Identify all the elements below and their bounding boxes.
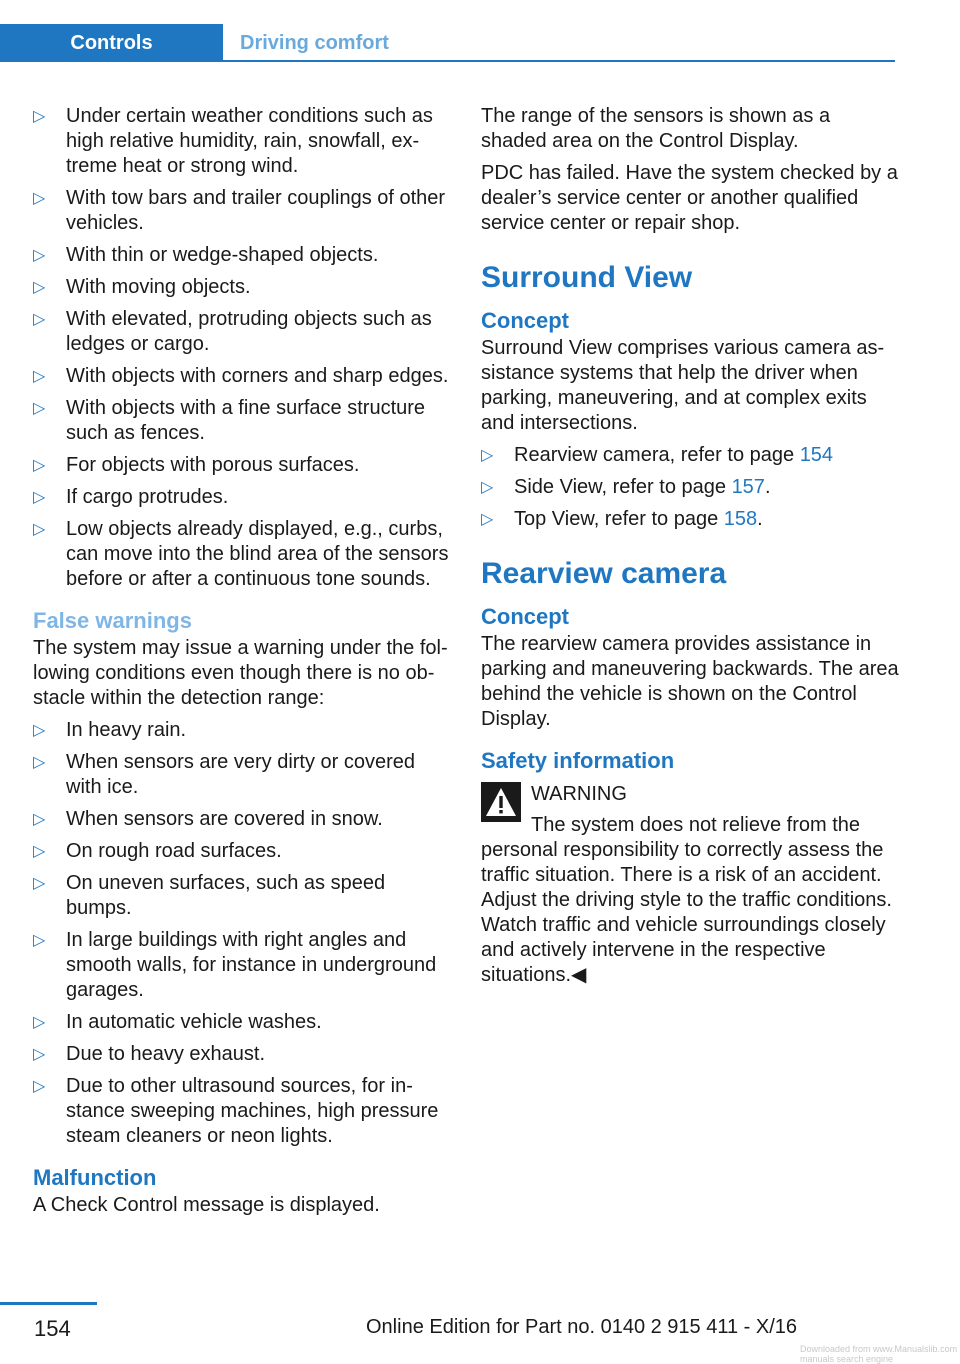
- list-item: ▷ On uneven surfaces, such as speed bumps.: [33, 872, 386, 919]
- bullet-triangle-icon: ▷: [33, 521, 46, 538]
- list-item: ▷ Low objects already displayed, e.g., curbs, can move into the blind area of the sensors before or after a continuous tone sounds.: [33, 518, 449, 590]
- list-item: ▷ In large buildings with right angles and smooth walls, for instance in underground garages.: [33, 929, 437, 1001]
- list-item: ▷ When sensors are covered in snow.: [33, 808, 383, 830]
- warning-text: personal responsibility to correctly assess the traffic situation. There is a risk of an accident. Adjust the driving style to the traffic conditions. Watch traffic and vehicle surroundings closely and actively intervene in the respective situations.◀: [481, 839, 892, 986]
- list-item: ▷ With moving objects.: [33, 276, 251, 298]
- bullet-triangle-icon: ▷: [33, 247, 46, 264]
- list-item: ▷ On rough road surfaces.: [33, 840, 282, 862]
- bullet-triangle-icon: ▷: [33, 875, 46, 892]
- list-item: ▷ Due to heavy exhaust.: [33, 1043, 266, 1065]
- right-column: [481, 104, 901, 988]
- bullet-triangle-icon: ▷: [33, 811, 46, 828]
- list-item: ▷ Under certain weather conditions such as high relative humidity, rain, snowfall, extreme heat or strong wind.: [33, 105, 433, 177]
- bullet-triangle-icon: ▷: [33, 1078, 46, 1095]
- list-item: ▷ With objects with a fine surface structure such as fences.: [33, 397, 426, 444]
- bullet-triangle-icon: ▷: [33, 457, 46, 474]
- list-item: ▷ With thin or wedge-shaped objects.: [33, 244, 379, 266]
- bullet-triangle-icon: ▷: [33, 489, 46, 506]
- list-item: ▷ In automatic vehicle washes.: [33, 1011, 322, 1033]
- list-item: ▷ If cargo protrudes.: [33, 486, 229, 508]
- paragraph: PDC has failed. Have the system checked by a dealer’s service center or another qualified service center or repair shop.: [481, 162, 898, 234]
- list-item: ▷ Side View, refer to page 157.: [481, 476, 771, 498]
- bullet-triangle-icon: ▷: [33, 368, 46, 385]
- list-item: ▷ In heavy rain.: [33, 719, 187, 741]
- bullet-triangle-icon: ▷: [33, 843, 46, 860]
- page-link-157[interactable]: 157: [731, 476, 765, 498]
- bullet-triangle-icon: ▷: [33, 190, 46, 207]
- page-link-154[interactable]: 154: [799, 444, 834, 466]
- warning-first-line: The system does not relieve from the: [531, 814, 861, 836]
- header-tab-controls[interactable]: Controls: [0, 24, 223, 62]
- list-item: ▷ Due to other ultrasound sources, for instance sweeping machines, high pressure steam cleaners or neon lights.: [33, 1075, 439, 1147]
- limitations-list: [33, 104, 453, 592]
- bullet-triangle-icon: ▷: [481, 479, 494, 496]
- camera-refs-list: [481, 443, 901, 532]
- list-item: ▷ With tow bars and trailer couplings of other vehicles.: [33, 187, 446, 234]
- rearview-camera-heading: Rearview camera: [481, 557, 727, 590]
- malfunction-heading: Malfunction: [33, 1165, 157, 1190]
- false-warnings-heading: False warnings: [33, 608, 192, 633]
- bullet-triangle-icon: ▷: [33, 722, 46, 739]
- bullet-triangle-icon: ▷: [33, 400, 46, 417]
- edition-text: Online Edition for Part no. 0140 2 915 411 - X/16: [366, 1316, 798, 1338]
- warning-triangle-icon: [481, 782, 521, 822]
- bullet-triangle-icon: ▷: [33, 108, 46, 125]
- surround-view-heading: Surround View: [481, 261, 693, 294]
- bullet-triangle-icon: ▷: [33, 1014, 46, 1031]
- malfunction-text: A Check Control message is displayed.: [33, 1194, 380, 1216]
- paragraph: The range of the sensors is shown as a shaded area on the Control Display.: [481, 105, 831, 152]
- bullet-triangle-icon: ▷: [33, 1046, 46, 1063]
- concept-text: Surround View comprises various camera assistance systems that help the driver when parking, maneuvering, and at complex exits and intersections.: [481, 337, 885, 434]
- left-column: [33, 104, 453, 1225]
- false-warnings-list: [33, 718, 453, 1149]
- header-rule: [0, 60, 895, 62]
- safety-information-heading: Safety information: [481, 748, 675, 773]
- list-item: ▷ With elevated, protruding objects such as ledges or cargo.: [33, 308, 432, 355]
- bullet-triangle-icon: ▷: [33, 932, 46, 949]
- warning-block: [481, 782, 901, 988]
- header-tab-driving-comfort[interactable]: Driving comfort: [240, 32, 389, 54]
- footer-rule: [0, 1302, 97, 1305]
- list-item: ▷ Top View, refer to page 158.: [481, 508, 763, 530]
- concept-text: The rearview camera provides assistance in parking and maneuvering backwards. The area behind the vehicle is shown on the Control Display.: [481, 633, 899, 730]
- list-item: ▷ With objects with corners and sharp edges.: [33, 365, 449, 387]
- bullet-triangle-icon: ▷: [481, 511, 494, 528]
- concept-heading: Concept: [481, 604, 569, 629]
- page-header: [0, 24, 895, 62]
- watermark: Downloaded from www.Manualslib.com manuals search engine: [800, 1344, 958, 1364]
- false-warnings-intro: The system may issue a warning under the following conditions even though there is no obstacle within the detection range:: [33, 637, 448, 709]
- page-number: 154: [34, 1316, 71, 1341]
- bullet-triangle-icon: ▷: [33, 279, 46, 296]
- bullet-triangle-icon: ▷: [33, 311, 46, 328]
- list-item: ▷ For objects with porous surfaces.: [33, 454, 360, 476]
- list-item: ▷ Rearview camera, refer to page 154: [481, 444, 834, 466]
- list-item: ▷ When sensors are very dirty or covered with ice.: [33, 751, 416, 798]
- bullet-triangle-icon: ▷: [33, 754, 46, 771]
- page-link-158[interactable]: 158: [723, 508, 758, 530]
- bullet-triangle-icon: ▷: [481, 447, 494, 464]
- concept-heading: Concept: [481, 308, 569, 333]
- warning-label: WARNING: [531, 783, 627, 805]
